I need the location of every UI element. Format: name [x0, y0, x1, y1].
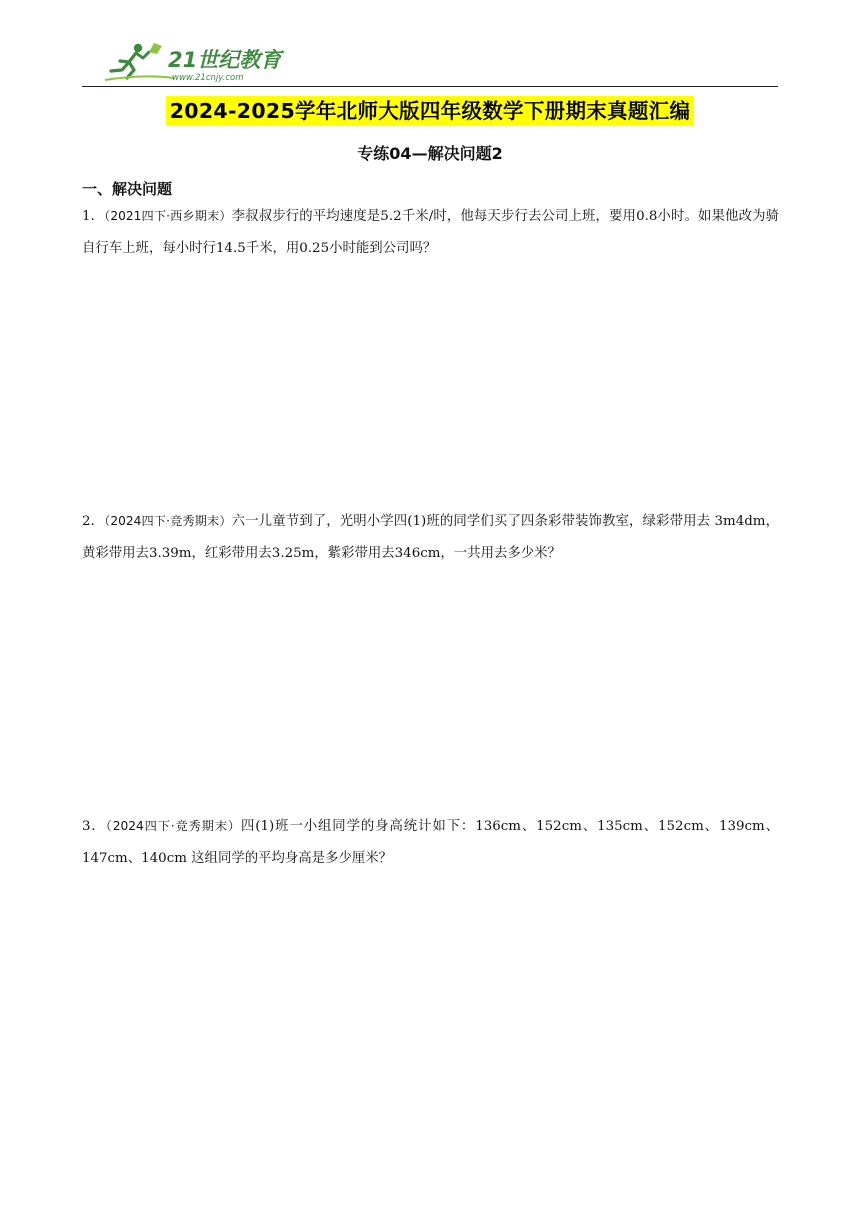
- section-heading: 一、解决问题: [82, 180, 173, 198]
- question-source: （2024四下·竞秀期末）: [105, 819, 241, 833]
- header-divider: [82, 86, 778, 87]
- question-source: （2024四下·竞秀期末）: [104, 514, 232, 528]
- question-source: （2021四下·西乡期末）: [104, 209, 232, 223]
- question-number: 3．: [82, 819, 106, 834]
- logo: [102, 40, 302, 84]
- question-number: 2．: [82, 514, 105, 529]
- page-header: [82, 36, 778, 86]
- question-number: 1．: [82, 209, 105, 224]
- logo-brand: 21世纪教育: [168, 48, 282, 72]
- page-subtitle: 专练04—解决问题2: [357, 144, 503, 163]
- question-text: 六一儿童节到了，光明小学四(1)班的同学们买了四条彩带装饰教室，绿彩带用去 3m4dm，黄彩带用去3.39m，红彩带用去3.25m，紫彩带用去346cm，一共用去多少米？: [82, 514, 779, 561]
- running-figure-icon: [105, 43, 174, 80]
- page-title: 2024-2025学年北师大版四年级数学下册期末真题汇编: [166, 96, 695, 126]
- question-2: [82, 505, 779, 570]
- question-text: 李叔叔步行的平均速度是5.2千米/时，他每天步行去公司上班，要用0.8小时。如果他改为骑自行车上班，每小时行14.5千米，用0.25小时能到公司吗？: [82, 209, 779, 256]
- question-3: [82, 810, 779, 875]
- question-1: [82, 200, 779, 265]
- logo-url: www.21cnjy.com: [172, 73, 244, 83]
- question-text: 四(1)班一小组同学的身高统计如下：136cm、152cm、135cm、152cm、139cm、147cm、140cm 这组同学的平均身高是多少厘米？: [82, 819, 780, 866]
- page-title-wrapper: [0, 96, 860, 126]
